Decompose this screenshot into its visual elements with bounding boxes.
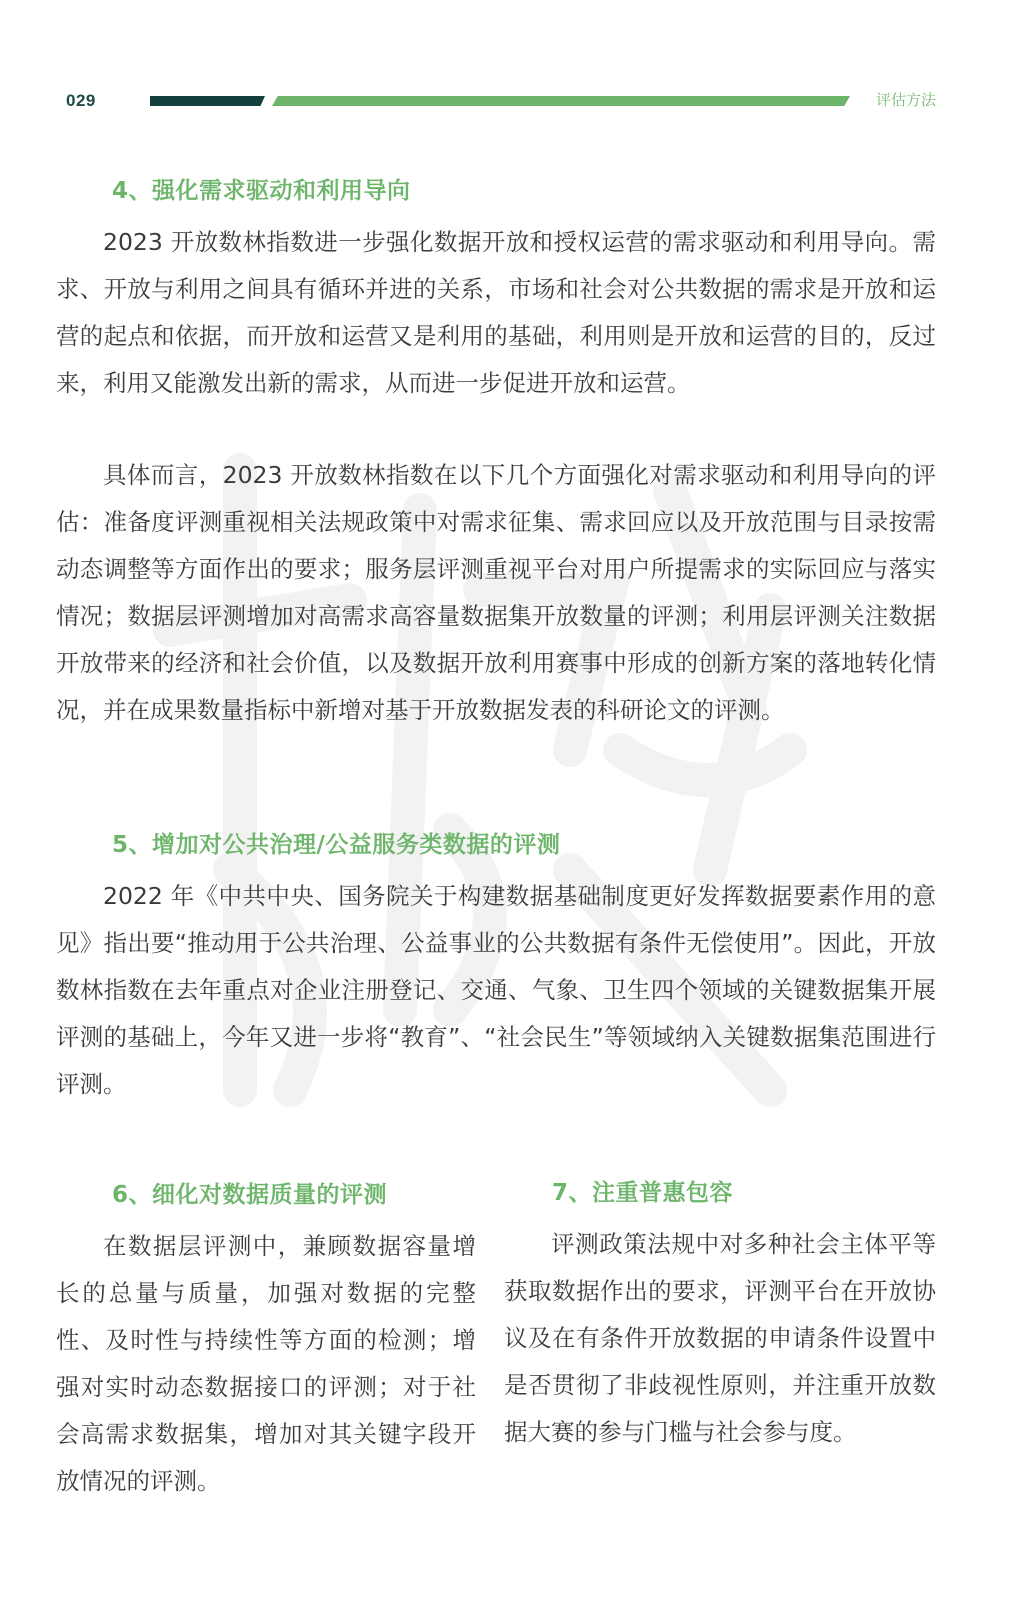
section-7-paragraph: 评测政策法规中对多种社会主体平等获取数据作出的要求，评测平台在开放协议及在有条件开放数据的申请条件设置中是否贯彻了非歧视性原则，并注重开放数据大赛的参与门槛与社会参与度。	[504, 1230, 936, 1446]
section-6-paragraph: 在数据层评测中，兼顾数据容量增长的总量与质量，加强对数据的完整性、及时性与持续性等方面的检测；增强对实时动态数据接口的评测；对于社会高需求数据集，增加对其关键字段开放情况的评测。	[56, 1232, 476, 1495]
running-section-label: 评估方法	[875, 91, 936, 109]
section-7-heading: 7、注重普惠包容	[552, 1180, 734, 1206]
section-5-heading: 5、增加对公共治理/公益服务类数据的评测	[112, 832, 561, 858]
header-bar-light-segment	[272, 96, 850, 106]
header-decorative-bar	[150, 96, 850, 106]
section-5-paragraph: 2022 年《中共中央、国务院关于构建数据基础制度更好发挥数据要素作用的意见》指出要“推动用于公共治理、公益事业的公共数据有条件无偿使用”。因此，开放数林指数在去年重点对企业注册登记、交通、气象、卫生四个领域的关键数据集开展评测的基础上，今年又进一步将“教育”、“社会民生”等领域纳入关键数据集范围进行评测。	[56, 882, 936, 1098]
header-bar-dark-segment	[150, 96, 265, 106]
section-6-heading: 6、细化对数据质量的评测	[112, 1182, 388, 1208]
section-4-paragraph-2: 具体而言，2023 开放数林指数在以下几个方面强化对需求驱动和利用导向的评估：准备度评测重视相关法规政策中对需求征集、需求回应以及开放范围与目录按需动态调整等方面作出的要求；服务层评测重视平台对用户所提需求的实际回应与落实情况；数据层评测增加对高需求高容量数据集开放数量的评测；利用层评测关注数据开放带来的经济和社会价值，以及数据开放利用赛事中形成的创新方案的落地转化情况，并在成果数量指标中新增对基于开放数据发表的科研论文的评测。	[56, 461, 936, 724]
section-4-paragraph-1: 2023 开放数林指数进一步强化数据开放和授权运营的需求驱动和利用导向。需求、开放与利用之间具有循环并进的关系，市场和社会对公共数据的需求是开放和运营的起点和依据，而开放和运营又是利用的基础，利用则是开放和运营的目的，反过来，利用又能激发出新的需求，从而进一步促进开放和运营。	[56, 228, 936, 397]
page-number: 029	[66, 91, 96, 110]
section-4-heading: 4、强化需求驱动和利用导向	[112, 178, 411, 204]
